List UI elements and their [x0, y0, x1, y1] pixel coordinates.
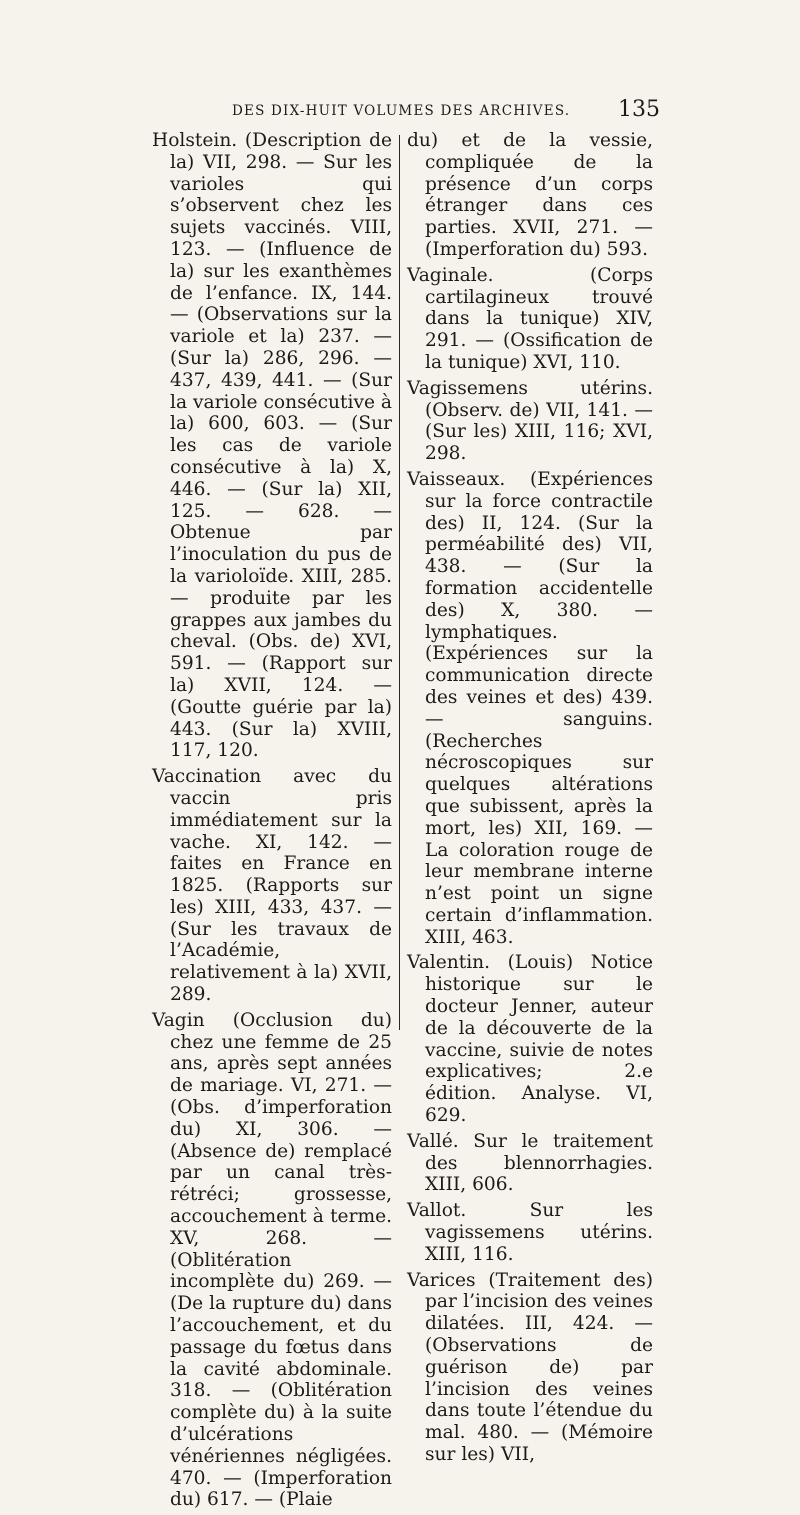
index-entry-vallot: Vallot. Sur les vagissemens utérins. XIII, 116. — [407, 1200, 653, 1265]
index-entry-vaccination: Vaccination avec du vaccin pris immédiatement sur la vache. XI, 142. — faites en France en 1825. (Rapports sur les) XIII, 433, 437. — (Sur les travaux de l’Académie, relativement à la) XVII, 289. — [152, 766, 392, 1006]
running-header — [150, 97, 660, 127]
index-entry-valentin: Valentin. (Louis) Notice historique sur le docteur Jenner, auteur de la découverte de la vaccine, suivie de notes explicatives; 2.e édition. Analyse. VI, 629. — [407, 952, 653, 1127]
right-column — [407, 130, 653, 1470]
index-entry-vagin-continued: du) et de la vessie, compliquée de la présence d’un corps étranger dans ces parties. XVII, 271. — (Imperforation du) 593. — [407, 130, 653, 260]
running-title: DES DIX-HUIT VOLUMES DES ARCHIVES. — [232, 103, 571, 119]
index-entry-varices: Varices (Traitement des) par l’incision des veines dilatées. III, 424. — (Observations de guérison de) par l’incision des veines dans toute l’étendue du mal. 480. — (Mémoire sur les) VII, — [407, 1269, 653, 1466]
page-number: 135 — [618, 97, 660, 122]
index-entry-vaginale: Vaginale. (Corps cartilagineux trouvé dans la tunique) XIV, 291. — (Ossification de la tunique) XVI, 110. — [407, 264, 653, 373]
index-entry-vagin: Vagin (Occlusion du) chez une femme de 25 ans, après sept années de mariage. VI, 271. — (Obs. d’imperforation du) XI, 306. — (Absence de) remplacé par un canal très-rétréci; grossesse, accouchement à terme. XV, 268. — (Oblitération incomplète du) 269. — (De la rupture du) dans l’accouchement, et du passage du fœtus dans la cavité abdominale. 318. — (Oblitération complète du) à la suite d’ulcérations vénériennes négligées. 470. — (Imperforation du) 617. — (Plaie — [152, 1009, 392, 1511]
column-divider — [399, 135, 400, 1030]
index-entry-holstein: Holstein. (Description de la) VII, 298. — Sur les varioles qui s’observent chez les sujets vaccinés. VIII, 123. — (Influence de la) sur les exanthèmes de l’enfance. IX, 144. — (Observations sur la variole et la) 237. — (Sur la) 286, 296. — 437, 439, 441. — (Sur la variole consécutive à la) 600, 603. — (Sur les cas de variole consécutive à la) X, 446. — (Sur la) XII, 125. — 628. — Obtenue par l’inoculation du pus de la varioloïde. XIII, 285. — produite par les grappes aux jambes du cheval. (Obs. de) XVI, 591. — (Rapport sur la) XVII, 124. — (Goutte guérie par la) 443. (Sur la) XVIII, 117, 120. — [152, 130, 392, 762]
index-entry-vaisseaux: Vaisseaux. (Expériences sur la force contractile des) II, 124. (Sur la perméabilité des) VII, 438. — (Sur la formation accidentelle des) X, 380. — lymphatiques. (Expériences sur la communication directe des veines et des) 439. — sanguins. (Recherches nécroscopiques sur quelques altérations que subissent, après la mort, les) XII, 169. — La coloration rouge de leur membrane interne n’est point un signe certain d’inflammation. XIII, 463. — [407, 468, 653, 948]
left-column — [152, 130, 392, 1515]
index-entry-valle: Vallé. Sur le traitement des blennorrhagies. XIII, 606. — [407, 1130, 653, 1196]
index-entry-vagissemens: Vagissemens utérins. (Observ. de) VII, 141. — (Sur les) XIII, 116; XVI, 298. — [407, 377, 653, 465]
